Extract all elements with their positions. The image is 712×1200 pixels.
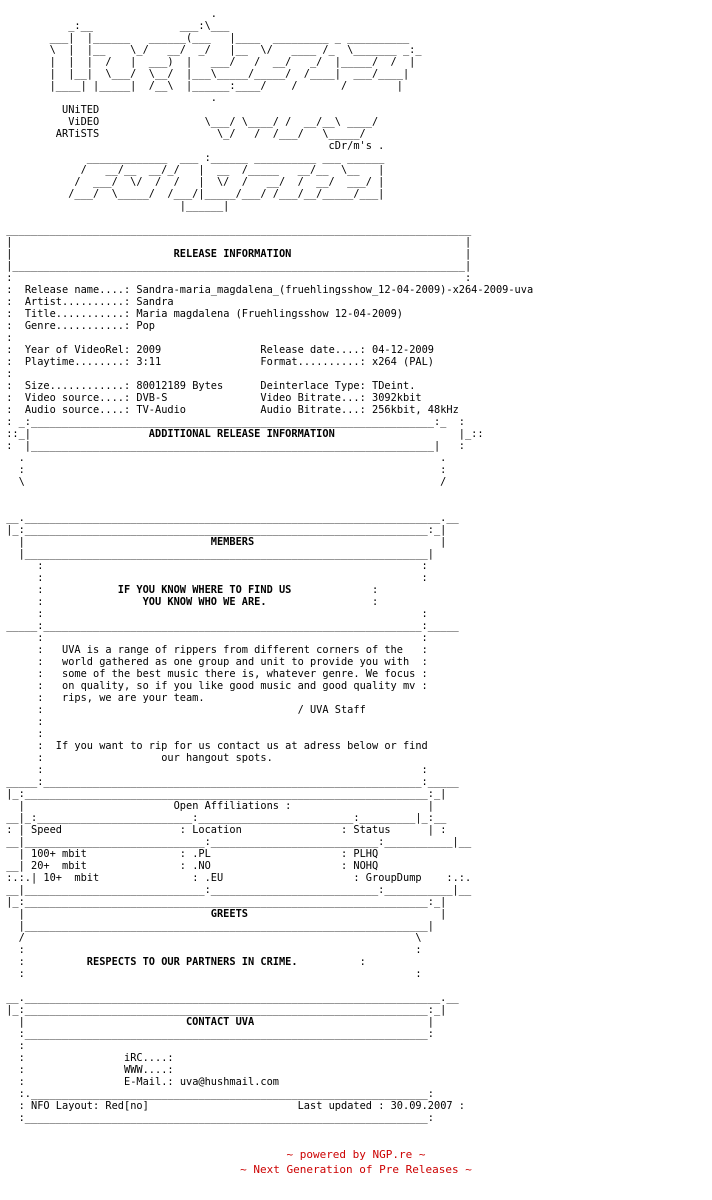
- release-info-title: RELEASE INFORMATION: [173, 248, 292, 260]
- year-value: 2009: [136, 344, 162, 356]
- release-date-value: 04-12-2009: [372, 344, 435, 356]
- playtime-value: 3:11: [136, 356, 162, 368]
- signature: / UVA Staff: [297, 704, 366, 716]
- audio-source-value: TV-Audio: [136, 404, 187, 416]
- greets-text: RESPECTS TO OUR PARTNERS IN CRIME.: [86, 956, 298, 968]
- release-name-value: Sandra-maria_magdalena_(fruehlingsshow_12-04-2009)-x264-2009-uva: [136, 284, 534, 296]
- aff-speed-1: 100+ mbit: [31, 848, 87, 860]
- email-value: uva@hushmail.com: [179, 1076, 280, 1088]
- artist-value: Sandra: [136, 296, 174, 308]
- members-title: MEMBERS: [210, 536, 255, 548]
- powered-by-text: ~ powered by: [286, 1148, 373, 1161]
- format-label: Format..........:: [260, 356, 366, 368]
- affiliations-title: Open Affiliations :: [173, 800, 292, 812]
- video-bitrate-value: 3092kbit: [372, 392, 422, 404]
- about-line-2: world gathered as one group and unit to provide you with: [62, 656, 410, 668]
- deinterlace-label: Deinterlace Type:: [260, 380, 366, 392]
- irc-label: iRC....:: [124, 1052, 174, 1064]
- members-motto-line1: IF YOU KNOW WHERE TO FIND US: [117, 584, 292, 596]
- genre-value: Pop: [136, 320, 156, 332]
- about-line-5: rips, we are your team.: [62, 692, 205, 704]
- additional-info-title: ADDITIONAL RELEASE INFORMATION: [148, 428, 335, 440]
- nfo-document: . _:__ ___:\___ ___| |______ ______(___ |____ _________ _ __________ \ | |__ \_/ __/ _/ |__ \/ ____ /_ \_______ _:_ | | | / | ___) | ___/ / __/ _/ |_____/ / | | |__| \___/ \__/ |___\_____/_____/ /____| ___/____| |____| |_____| /__\ |______:____/ / / | . UNiTED ViDEO \___/ \____/ / __/__\ ____/ ARTiSTS \_/ / /___/ \_____/ cDr/m's . _____________ ___ :______ __________ ___ ______ / __/__ __/_/ | __ /_____ __/__ \__ | / ___/ \/ / / | \/ / __/ / __/ ___/ | /___/ \_____/ /___/|_____/___/ /___/__/_____/___| |______| ___________________________________________________________________________ | | | RELEASE INFORMATION | |_________________________________________________________________________| : : : Release name....: Sandra-maria_magdalena_(fruehlingsshow_12-04-2009)-x264-2009-uva : Artist..........: Sandra : Title...........: Maria magdalena (Fruehlingsshow 12-04-2009) : Genre...........: Pop : : Year of VideoRel: 2009 Release date....: 04-12-2009 : Playtime........: 3:11 Format..........: x264 (PAL) : : Size............: 80012189 Bytes Deinterlace Type: TDeint. : Video source....: DVB-S Video Bitrate...: 3092kbit : Audio source....: TV-Audio Audio Bitrate...: 256kbit, 48kHz : _:_________________________________________________________________:_ : ::_| ADDITIONAL RELEASE INFORMATION |_:: : |_________________________________________________________________| : . . : : \ / __.___________________________________________________________________.__ |_:_________________________________________________________________:_| | MEMBERS | |_________________________________________________________________| : : : : : IF YOU KNOW WHERE TO FIND US : : YOU KNOW WHO WE ARE. : : : _____:_____________________________________________________________:_____ : : : UVA is a range of rippers from different corners of the : : world gathered as one group and unit to provide you with : : some of the best music there is, whatever genre. We focus : : on quality, so if you like good music and good quality mv : : rips, we are your team. : / UVA Staff : : : If you want to rip for us contact us at adress below or find : our hangout spots. : : _____:_____________________________________________________________:_____ |_:_________________________________________________________________:_| | Open Affiliations : | __|_:_________________________:_________________________:_________|_:__ : | Speed : Location : Status | : __|_____________________________:___________________________:___________|__ | 100+ mbit : .PL : PLHQ __| 20+ mbit : .NO : NOHQ :.:.| 10+ mbit : .EU : GroupDump :.:. __|_____________________________:___________________________:___________|__ |_:_________________________________________________________________:_| | GREETS | |_________________________________________________________________| / \ : : : RESPECTS TO OUR PARTNERS IN CRIME. : : : __.___________________________________________________________________.__ |_:_________________________________________________________________:_| | CONTACT UVA | :_________________________________________________________________: : : iRC....: : WWW....: : E-Mail.: uva@hushmail.com :.________________________________________________________________: : NFO Layout: Red[no] Last updated : 30.09.2007 : :_________________________________________________________________:: [0, 8, 712, 1124]
- release-date-label: Release date....:: [260, 344, 366, 356]
- greets-title: GREETS: [210, 908, 248, 920]
- about-line-3: some of the best music there is, whatever genre. We focus: [62, 668, 416, 680]
- ngp-link[interactable]: NGP.re: [372, 1148, 413, 1161]
- www-label: WWW....:: [124, 1064, 174, 1076]
- col-location-header: Location: [192, 824, 242, 836]
- aff-status-2: NOHQ: [353, 860, 379, 872]
- updated-label: Last updated :: [297, 1100, 385, 1112]
- powered-by-line: [0, 1147, 712, 1162]
- about-line-4: on quality, so if you like good music and good quality mv: [62, 680, 416, 692]
- contact-invite-line1: If you want to rip for us contact us at adress below or find: [55, 740, 428, 752]
- about-line-1: UVA is a range of rippers from different corners of the: [62, 644, 403, 656]
- title-label: Title...........:: [24, 308, 131, 320]
- audio-source-label: Audio source....:: [24, 404, 131, 416]
- col-status-header: Status: [353, 824, 391, 836]
- email-label: E-Mail.:: [124, 1076, 174, 1088]
- layout-value: Red[no]: [105, 1100, 149, 1112]
- size-value: 80012189 Bytes: [136, 380, 224, 392]
- video-source-label: Video source....:: [24, 392, 131, 404]
- aff-status-1: PLHQ: [353, 848, 379, 860]
- col-speed-header: Speed: [31, 824, 62, 836]
- aff-location-3: .EU: [204, 872, 224, 884]
- aff-location-2: .NO: [192, 860, 211, 872]
- contact-title: CONTACT UVA: [185, 1016, 255, 1028]
- powered-by-suffix: ~: [412, 1148, 426, 1161]
- aff-speed-2: 20+ mbit: [31, 860, 87, 872]
- aff-location-1: .PL: [192, 848, 211, 860]
- genre-label: Genre...........:: [24, 320, 131, 332]
- year-label: Year of VideoRel:: [24, 344, 131, 356]
- aff-speed-3: 10+ mbit: [43, 872, 100, 884]
- tagline: ~ Next Generation of Pre Releases ~: [240, 1163, 472, 1176]
- site-footer: [0, 1147, 712, 1177]
- release-name-label: Release name....:: [24, 284, 131, 296]
- contact-invite-line2: our hangout spots.: [161, 752, 273, 764]
- title-value: Maria magdalena (Fruehlingsshow 12-04-2009): [136, 308, 403, 320]
- format-value: x264 (PAL): [372, 356, 435, 368]
- aff-status-3: GroupDump: [365, 872, 422, 884]
- audio-bitrate-value: 256kbit, 48kHz: [372, 404, 459, 416]
- video-source-value: DVB-S: [136, 392, 168, 404]
- audio-bitrate-label: Audio Bitrate...:: [260, 404, 366, 416]
- members-motto-line2: YOU KNOW WHO WE ARE.: [142, 596, 267, 608]
- video-bitrate-label: Video Bitrate...:: [260, 392, 366, 404]
- deinterlace-value: TDeint.: [372, 380, 416, 392]
- ascii-logo: . _:__ ___:\___ ___| |______ ______(___ |____ _________ _ __________ \ | |__ \_/ __/ _/ |__ \/ ____ /_ \_______ _:_ | | | / | ___) | ___/ / __/ _/ |_____/ / | | |__| \___/ \__/ |___\_____/_____/ /____| ___/____| |____| |_____| /__\ |______:____/ / / | . UNiTED ViDEO \___/ \____/ / __/__\ ____/ ARTiSTS \_/ / /___/ \_____/ cDr/m's . _____________ ___ :______ __________ ___ ______ / __/__ __/_/ | __ /_____ __/__ \__ | / ___/ \/ / / | \/ / __/ / __/ ___/ | /___/ \_____/ /___/|_____/___/ /___/__/_____/___| |______|: [49, 8, 422, 212]
- playtime-label: Playtime........:: [24, 356, 131, 368]
- layout-label: NFO Layout:: [31, 1100, 100, 1112]
- size-label: Size............:: [24, 380, 131, 392]
- artist-label: Artist..........:: [24, 296, 131, 308]
- updated-value: 30.09.2007: [390, 1100, 453, 1112]
